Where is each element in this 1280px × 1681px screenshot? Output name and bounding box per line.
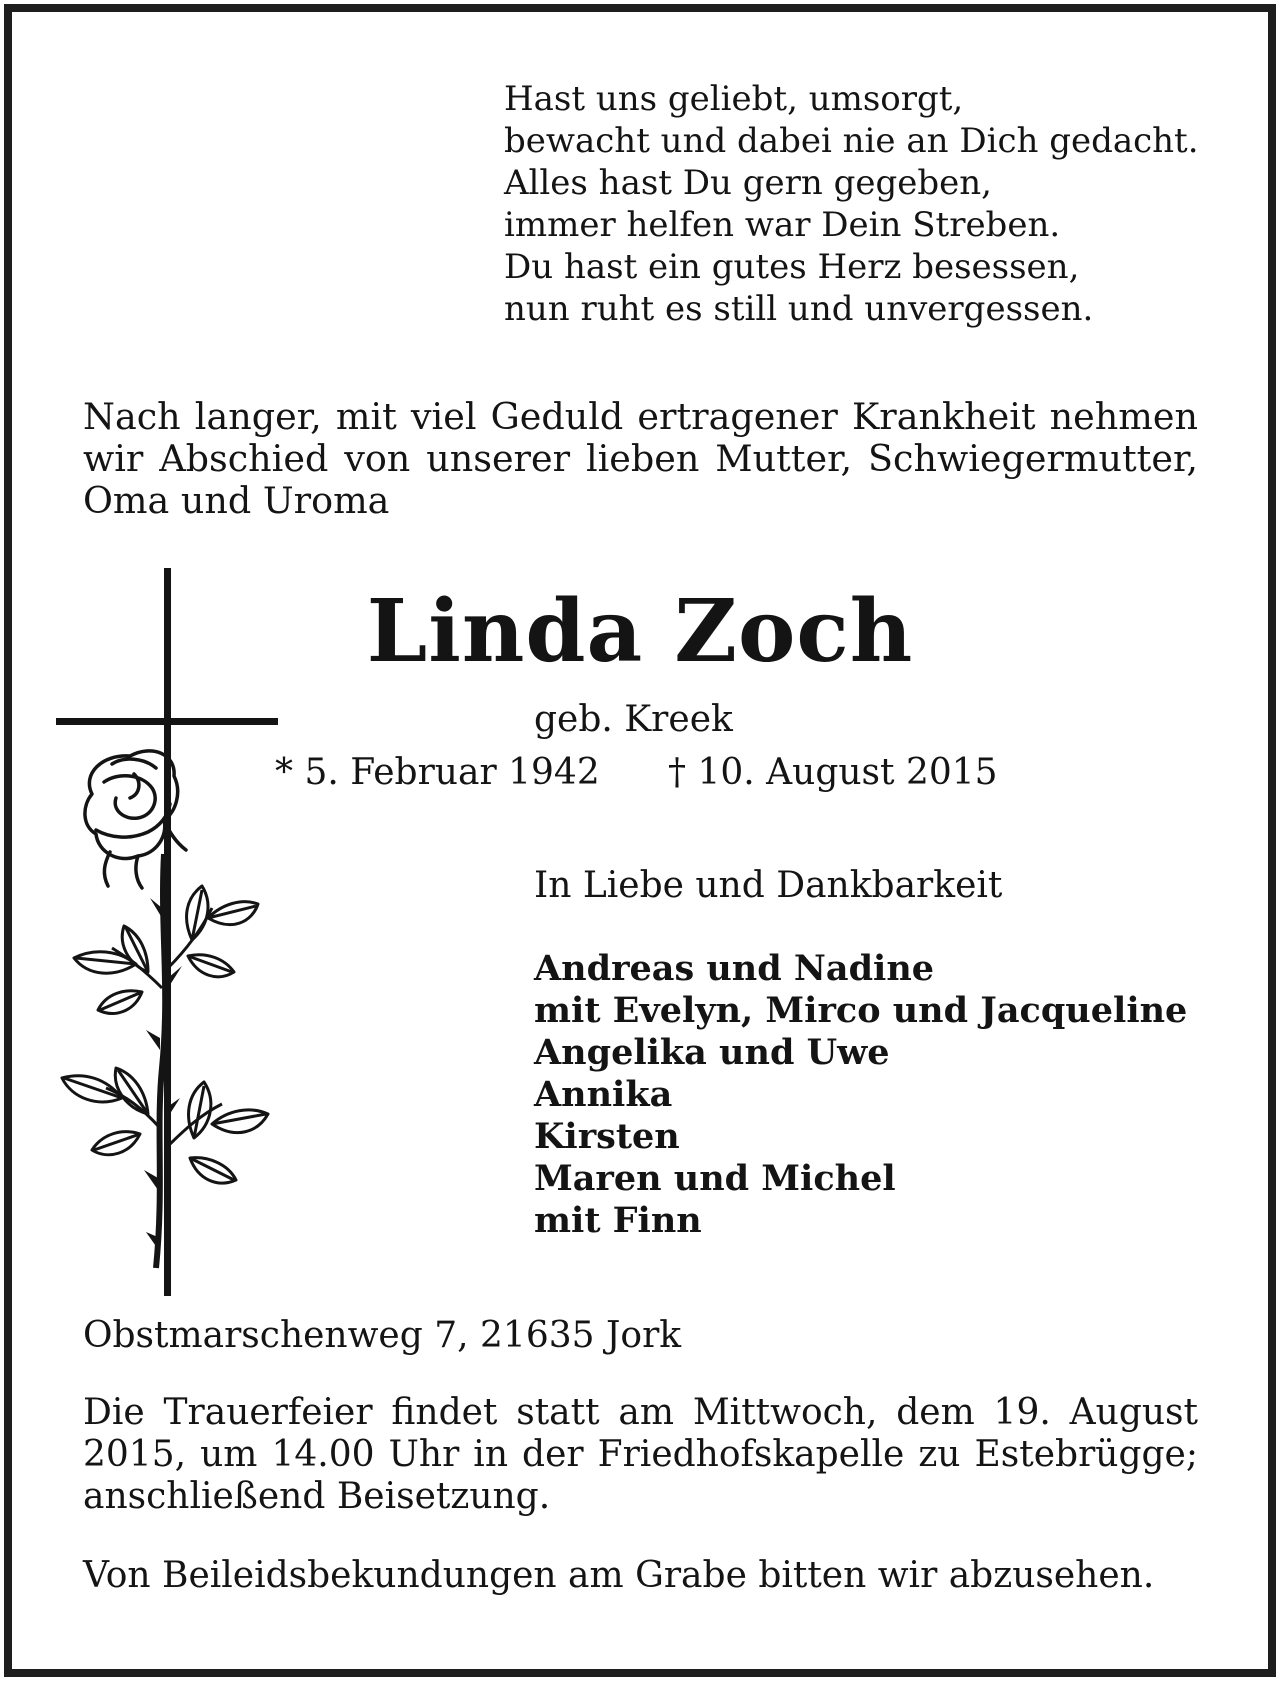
condolence-note: Von Beileidsbekundungen am Grabe bitten wir abzusehen. — [83, 1555, 1155, 1596]
memorial-poem — [504, 78, 1199, 330]
death-date: † 10. August 2015 — [668, 752, 998, 793]
poem-line: bewacht und dabei nie an Dich gedacht. — [504, 121, 1199, 161]
mourners-intro: In Liebe und Dankbarkeit — [534, 865, 1003, 906]
poem-line: Hast uns geliebt, umsorgt, — [504, 79, 964, 119]
mourner-line: mit Finn — [534, 1200, 702, 1241]
farewell-intro: Nach langer, mit viel Geduld ertragener Krankheit nehmen wir Abschied von unserer lieben Mutter, Schwiegermutter, Oma und Uroma — [83, 395, 1198, 522]
deceased-name-text: Linda Zoch — [366, 581, 914, 682]
deceased-name — [0, 582, 1280, 682]
poem-line: nun ruht es still und unvergessen. — [504, 289, 1094, 329]
mourner-line: Kirsten — [534, 1116, 680, 1157]
funeral-ceremony-info: Die Trauerfeier findet statt am Mittwoch, dem 19. August 2015, um 14.00 Uhr in der Friedhofskapelle zu Estebrügge; anschließend Beisetzung. — [83, 1392, 1198, 1517]
poem-line: Du hast ein gutes Herz besessen, — [504, 247, 1080, 287]
mourner-line: Maren und Michel — [534, 1158, 896, 1199]
birth-date: * 5. Februar 1942 — [275, 752, 600, 793]
mourner-line: Angelika und Uwe — [534, 1032, 890, 1073]
family-address: Obstmarschenweg 7, 21635 Jork — [83, 1315, 682, 1356]
mourner-line: Annika — [534, 1074, 673, 1115]
poem-line: immer helfen war Dein Streben. — [504, 205, 1061, 245]
mourner-line: Andreas und Nadine — [534, 948, 935, 989]
poem-line: Alles hast Du gern gegeben, — [504, 163, 992, 203]
mourner-line: mit Evelyn, Mirco und Jacqueline — [534, 990, 1188, 1031]
maiden-name: geb. Kreek — [534, 699, 733, 740]
mourners-list — [534, 948, 1187, 1242]
